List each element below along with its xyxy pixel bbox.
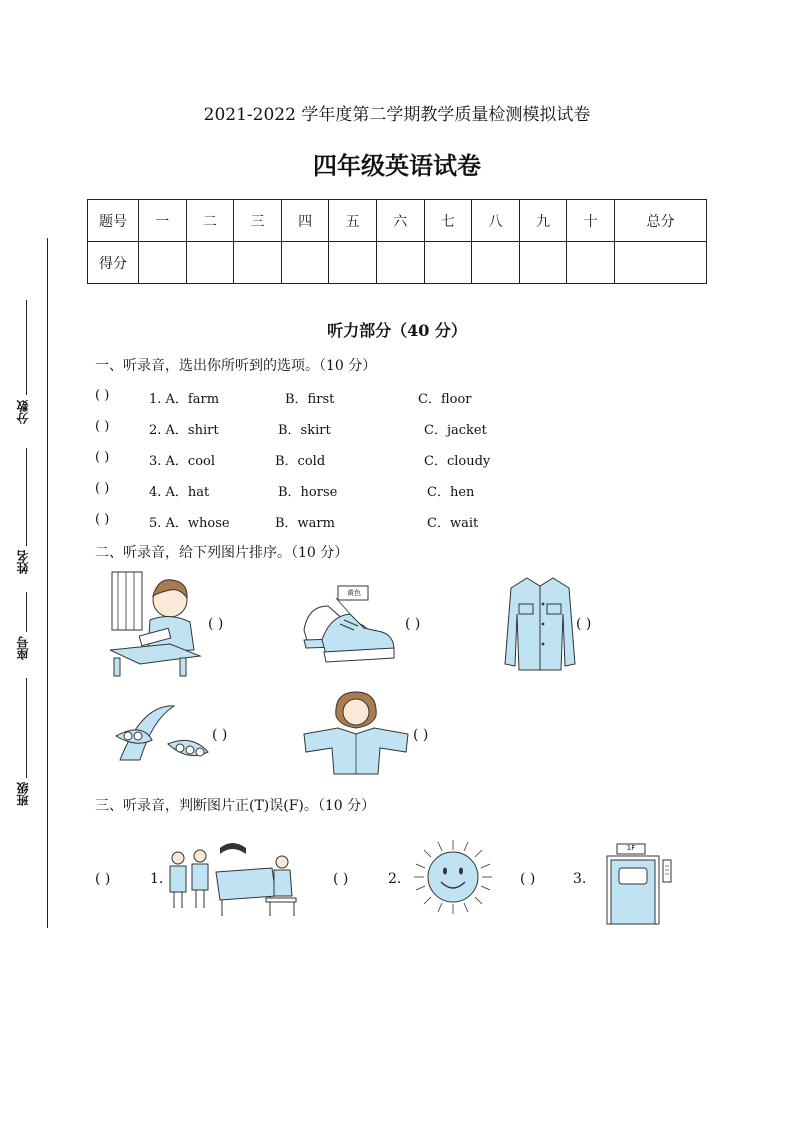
side-label-name: 姓名 [16, 550, 30, 574]
boy-writing-image [110, 570, 202, 678]
list-item [95, 450, 615, 468]
exam-title: 2021-2022 学年度第二学期教学质量检测模拟试卷 [203, 105, 591, 125]
answer-paren[interactable]: ( ) [95, 450, 110, 465]
table-cell: 题号 [88, 200, 139, 242]
score-cell[interactable] [186, 242, 234, 284]
score-cell[interactable] [424, 242, 472, 284]
table-cell: 九 [519, 200, 567, 242]
table-cell: 得分 [88, 242, 139, 284]
listening-section-heading: 听力部分（40 分） [327, 321, 467, 340]
score-cell[interactable] [329, 242, 377, 284]
answer-paren[interactable]: ( ) [212, 727, 228, 743]
option-b: B．cold [275, 454, 326, 469]
music-class-image [166, 836, 302, 918]
answer-paren[interactable]: ( ) [95, 512, 110, 527]
exam-subtitle: 四年级英语试卷 [313, 151, 481, 180]
score-cell[interactable] [567, 242, 615, 284]
score-cell[interactable] [472, 242, 520, 284]
side-fill-line[interactable] [26, 448, 27, 546]
answer-paren[interactable]: ( ) [333, 871, 349, 887]
option-b: B．horse [278, 485, 338, 500]
option-a: 1. A．farm [149, 392, 220, 407]
peas-image [112, 700, 210, 770]
side-label-score: 分数 [16, 400, 30, 424]
table-cell: 七 [424, 200, 472, 242]
side-fill-line[interactable] [26, 592, 27, 632]
table-cell: 三 [234, 200, 282, 242]
list-item [95, 481, 615, 499]
table-cell: 二 [186, 200, 234, 242]
score-table-header-row [88, 200, 707, 242]
list-item [95, 419, 615, 437]
option-a: 4. A．hat [149, 485, 210, 500]
score-cell[interactable] [281, 242, 329, 284]
option-c: C．hen [427, 485, 475, 500]
answer-paren[interactable]: ( ) [576, 616, 592, 632]
answer-paren[interactable]: ( ) [95, 419, 110, 434]
option-a: 2. A．shirt [149, 423, 219, 438]
item-number: 2. [388, 871, 402, 887]
table-cell: 四 [281, 200, 329, 242]
item-number: 1. [150, 871, 164, 887]
item-number: 3. [573, 871, 587, 887]
elevator-image [605, 842, 675, 926]
jacket-image [503, 574, 577, 672]
score-cell[interactable] [139, 242, 187, 284]
answer-paren[interactable]: ( ) [95, 481, 110, 496]
answer-paren[interactable]: ( ) [95, 871, 111, 887]
shoe-color-tag: 黄色 [347, 589, 361, 597]
option-a: 5. A．whose [149, 516, 230, 531]
answer-paren[interactable]: ( ) [208, 616, 224, 632]
score-cell[interactable] [234, 242, 282, 284]
option-b: B．warm [275, 516, 335, 531]
girl-big-shirt-image [302, 690, 410, 776]
option-c: C．jacket [424, 423, 487, 438]
score-cell[interactable] [376, 242, 424, 284]
sun-image [410, 838, 496, 916]
option-b: B．skirt [278, 423, 331, 438]
option-b: B．first [285, 392, 335, 407]
table-cell: 总分 [614, 200, 706, 242]
table-cell: 十 [567, 200, 615, 242]
option-c: C．wait [427, 516, 479, 531]
question2-heading: 二、听录音，给下列图片排序。（10 分） [95, 545, 349, 561]
list-item [95, 512, 615, 530]
elevator-floor-sign: 1F [626, 844, 636, 852]
table-cell: 五 [329, 200, 377, 242]
list-item [95, 388, 615, 406]
side-fill-line[interactable] [26, 300, 27, 395]
table-cell: 八 [472, 200, 520, 242]
score-cell[interactable] [614, 242, 706, 284]
score-table [87, 199, 707, 284]
answer-paren[interactable]: ( ) [405, 616, 421, 632]
option-c: C．cloudy [424, 454, 491, 469]
side-label-class: 班级 [16, 782, 30, 806]
answer-paren[interactable]: ( ) [95, 388, 110, 403]
binding-line [47, 238, 48, 928]
question3-heading: 三、听录音，判断图片正(T)误(F)。（10 分） [95, 798, 376, 814]
side-fill-line[interactable] [26, 678, 27, 778]
answer-paren[interactable]: ( ) [520, 871, 536, 887]
side-label-seat: 座号 [16, 636, 30, 660]
table-cell: 一 [139, 200, 187, 242]
score-table-score-row [88, 242, 707, 284]
question1-heading: 一、听录音，选出你所听到的选项。（10 分） [95, 358, 377, 374]
option-c: C．floor [418, 392, 472, 407]
score-cell[interactable] [519, 242, 567, 284]
answer-paren[interactable]: ( ) [413, 727, 429, 743]
option-a: 3. A．cool [149, 454, 216, 469]
table-cell: 六 [376, 200, 424, 242]
